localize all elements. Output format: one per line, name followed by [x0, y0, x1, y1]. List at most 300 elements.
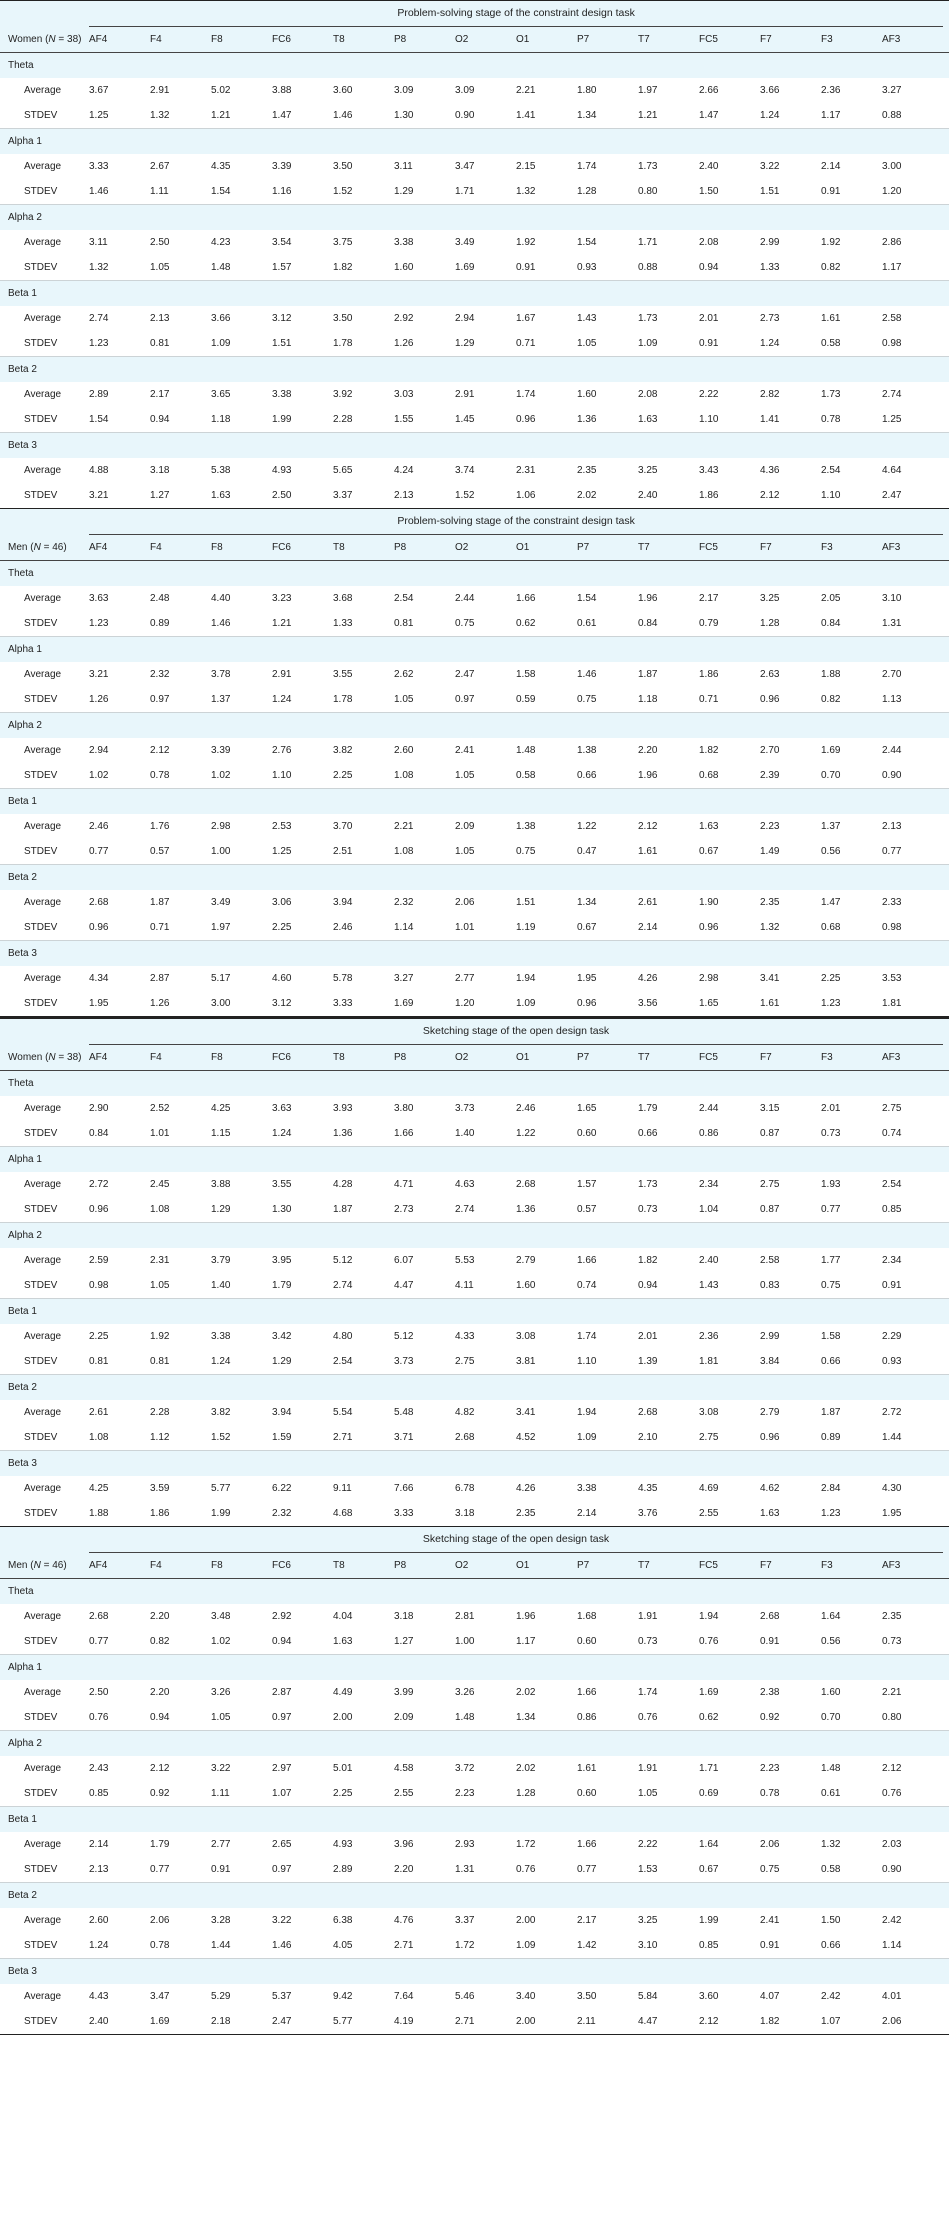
- average-value: 2.15: [516, 161, 536, 172]
- column-header: FC6: [272, 535, 333, 561]
- stdev-value: 0.56: [821, 839, 882, 865]
- average-value: 1.71: [699, 1763, 719, 1774]
- average-label: Average: [24, 669, 62, 680]
- average-value: 1.94: [516, 973, 536, 984]
- average-value: 3.09: [394, 85, 414, 96]
- average-row: [0, 586, 949, 611]
- stdev-value: 2.25: [333, 763, 394, 789]
- band-label: Alpha 2: [0, 1731, 949, 1757]
- average-value: 3.67: [89, 85, 109, 96]
- stdev-value: 0.96: [89, 1197, 150, 1223]
- average-value: 2.74: [89, 313, 109, 324]
- stdev-value: 1.01: [455, 915, 516, 941]
- average-value: 3.06: [272, 897, 292, 908]
- band-header-row: [0, 1451, 949, 1477]
- average-value: 1.61: [577, 1763, 597, 1774]
- stdev-value: 1.34: [516, 1705, 577, 1731]
- average-value: 2.47: [455, 669, 475, 680]
- average-label: Average: [24, 593, 62, 604]
- average-value: 6.38: [333, 1915, 353, 1926]
- average-row: [0, 230, 949, 255]
- average-value: 1.68: [577, 1611, 597, 1622]
- stdev-value: 0.96: [760, 687, 821, 713]
- average-value: 2.25: [89, 1331, 109, 1342]
- average-value: 2.35: [882, 1611, 902, 1622]
- average-value: 2.75: [882, 1103, 902, 1114]
- stdev-value: 0.71: [516, 331, 577, 357]
- stdev-value: 1.54: [89, 407, 150, 433]
- band-label: Beta 2: [0, 865, 949, 891]
- average-value: 4.26: [638, 973, 658, 984]
- stdev-value: 1.57: [272, 255, 333, 281]
- stdev-value: 0.94: [638, 1273, 699, 1299]
- stdev-value: 1.25: [882, 407, 943, 433]
- stdev-value: 0.89: [821, 1425, 882, 1451]
- average-value: 1.66: [577, 1687, 597, 1698]
- average-value: 1.94: [699, 1611, 719, 1622]
- average-value: 2.28: [150, 1407, 170, 1418]
- average-value: 3.47: [455, 161, 475, 172]
- stdev-value: 0.97: [150, 687, 211, 713]
- stdev-value: 1.81: [882, 991, 943, 1017]
- average-value: 1.74: [516, 389, 536, 400]
- average-value: 2.98: [211, 821, 231, 832]
- stdev-label: STDEV: [0, 1781, 89, 1807]
- stdev-value: 0.59: [516, 687, 577, 713]
- average-value: 3.60: [699, 1991, 719, 2002]
- average-value: 9.11: [333, 1483, 352, 1494]
- stdev-label: STDEV: [0, 1501, 89, 1527]
- average-value: 3.09: [455, 85, 475, 96]
- stdev-value: 3.33: [333, 991, 394, 1017]
- average-value: 2.94: [455, 313, 475, 324]
- group-n-prefix: (: [45, 1051, 49, 1063]
- average-row: [0, 662, 949, 687]
- column-header: FC5: [699, 1553, 760, 1579]
- stdev-value: 1.06: [516, 483, 577, 509]
- average-value: 2.45: [150, 1179, 170, 1190]
- stdev-value: 0.97: [455, 687, 516, 713]
- average-value: 5.46: [455, 1991, 475, 2002]
- stdev-value: 0.57: [150, 839, 211, 865]
- average-value: 2.36: [699, 1331, 719, 1342]
- average-value: 1.73: [638, 1179, 658, 1190]
- stdev-value: 2.12: [760, 483, 821, 509]
- table-section-4: [0, 1527, 949, 2035]
- average-row: [0, 1400, 949, 1425]
- average-value: 2.22: [699, 389, 719, 400]
- stdev-value: 0.96: [699, 915, 760, 941]
- average-value: 2.41: [760, 1915, 780, 1926]
- stdev-value: 0.58: [516, 763, 577, 789]
- average-value: 3.80: [394, 1103, 414, 1114]
- column-header-row: [0, 1045, 949, 1071]
- average-value: 3.41: [760, 973, 780, 984]
- stdev-value: 0.71: [699, 687, 760, 713]
- average-row: [0, 738, 949, 763]
- stdev-value: 1.08: [89, 1425, 150, 1451]
- average-value: 1.94: [577, 1407, 597, 1418]
- stdev-value: 1.05: [455, 839, 516, 865]
- table-section-1: [0, 0, 949, 509]
- average-value: 1.74: [638, 1687, 658, 1698]
- band-label: Beta 1: [0, 1807, 949, 1833]
- stdev-value: 0.94: [272, 1629, 333, 1655]
- stdev-row: [0, 407, 949, 433]
- average-value: 3.94: [272, 1407, 292, 1418]
- stdev-value: 0.70: [821, 763, 882, 789]
- average-value: 1.87: [638, 669, 658, 680]
- stdev-value: 1.46: [333, 103, 394, 129]
- band-label: Beta 1: [0, 789, 949, 815]
- average-value: 3.38: [272, 389, 292, 400]
- average-value: 2.46: [89, 821, 109, 832]
- stdev-value: 1.09: [211, 331, 272, 357]
- column-header: O1: [516, 1045, 577, 1071]
- average-value: 2.17: [150, 389, 170, 400]
- stdev-value: 1.99: [211, 1501, 272, 1527]
- average-value: 2.99: [760, 237, 780, 248]
- average-value: 2.87: [272, 1687, 292, 1698]
- column-header: P7: [577, 1553, 638, 1579]
- stdev-label: STDEV: [0, 179, 89, 205]
- average-value: 2.91: [272, 669, 292, 680]
- average-value: 2.02: [516, 1763, 536, 1774]
- average-value: 3.03: [394, 389, 414, 400]
- stdev-value: 4.47: [638, 2009, 699, 2035]
- average-value: 4.62: [760, 1483, 780, 1494]
- stdev-value: 1.21: [638, 103, 699, 129]
- stdev-value: 0.58: [821, 331, 882, 357]
- average-value: 1.77: [821, 1255, 841, 1266]
- stdev-value: 0.98: [882, 331, 943, 357]
- stdev-value: 4.05: [333, 1933, 394, 1959]
- stdev-value: 1.10: [272, 763, 333, 789]
- column-header: P8: [394, 1045, 455, 1071]
- band-label: Beta 3: [0, 941, 949, 967]
- average-value: 2.50: [150, 237, 170, 248]
- average-value: 3.25: [760, 593, 780, 604]
- stdev-label: STDEV: [0, 103, 89, 129]
- average-value: 2.08: [638, 389, 658, 400]
- average-value: 2.35: [577, 465, 597, 476]
- stdev-value: 0.91: [760, 1629, 821, 1655]
- average-value: 1.32: [821, 1839, 841, 1850]
- stdev-value: 1.25: [272, 839, 333, 865]
- average-value: 2.93: [455, 1839, 475, 1850]
- stdev-value: 2.00: [516, 2009, 577, 2035]
- stdev-label: STDEV: [0, 839, 89, 865]
- average-value: 2.08: [699, 237, 719, 248]
- average-label: Average: [24, 1763, 62, 1774]
- stdev-value: 1.23: [821, 1501, 882, 1527]
- column-header-row: [0, 535, 949, 561]
- average-value: 2.61: [89, 1407, 109, 1418]
- stdev-row: [0, 763, 949, 789]
- average-value: 1.67: [516, 313, 536, 324]
- column-header: F3: [821, 1045, 882, 1071]
- stdev-value: 1.78: [333, 687, 394, 713]
- average-value: 1.95: [577, 973, 597, 984]
- stdev-value: 0.86: [577, 1705, 638, 1731]
- stdev-value: 1.87: [333, 1197, 394, 1223]
- average-label: Average: [24, 1483, 62, 1494]
- average-value: 1.87: [150, 897, 170, 908]
- average-value: 3.22: [272, 1915, 292, 1926]
- average-value: 2.20: [150, 1611, 170, 1622]
- stdev-row: [0, 991, 949, 1017]
- stdev-value: 1.66: [394, 1121, 455, 1147]
- average-value: 1.86: [699, 669, 719, 680]
- average-value: 3.78: [211, 669, 231, 680]
- column-header: F4: [150, 1045, 211, 1071]
- stdev-value: 1.71: [455, 179, 516, 205]
- average-value: 3.70: [333, 821, 353, 832]
- average-value: 2.34: [699, 1179, 719, 1190]
- average-value: 3.18: [150, 465, 170, 476]
- column-header: O1: [516, 1553, 577, 1579]
- average-label: Average: [24, 389, 62, 400]
- group-n-prefix: (: [30, 541, 34, 553]
- average-value: 2.99: [760, 1331, 780, 1342]
- stdev-value: 4.11: [455, 1273, 516, 1299]
- average-value: 3.88: [211, 1179, 231, 1190]
- stdev-value: 0.62: [699, 1705, 760, 1731]
- stdev-value: 0.73: [638, 1629, 699, 1655]
- average-value: 2.98: [699, 973, 719, 984]
- average-label: Average: [24, 313, 62, 324]
- average-value: 5.84: [638, 1991, 658, 2002]
- stdev-value: 2.13: [394, 483, 455, 509]
- stdev-value: 1.05: [150, 255, 211, 281]
- average-value: 2.68: [89, 897, 109, 908]
- average-value: 1.54: [577, 593, 597, 604]
- stdev-value: 1.32: [516, 179, 577, 205]
- column-header: F8: [211, 27, 272, 53]
- average-value: 3.66: [211, 313, 231, 324]
- average-label: Average: [24, 973, 62, 984]
- average-label: Average: [24, 821, 62, 832]
- average-value: 1.34: [577, 897, 597, 908]
- group-name: Men: [8, 1559, 28, 1571]
- average-value: 1.71: [638, 237, 658, 248]
- stdev-value: 2.10: [638, 1425, 699, 1451]
- stdev-value: 4.52: [516, 1425, 577, 1451]
- stdev-row: [0, 1501, 949, 1527]
- column-header: AF3: [882, 535, 943, 561]
- band-header-row: [0, 865, 949, 891]
- stdev-row: [0, 483, 949, 509]
- stdev-value: 1.31: [882, 611, 943, 637]
- stdev-value: 2.51: [333, 839, 394, 865]
- stdev-value: 2.39: [760, 763, 821, 789]
- average-value: 2.77: [455, 973, 475, 984]
- stdev-value: 1.28: [516, 1781, 577, 1807]
- stdev-value: 4.47: [394, 1273, 455, 1299]
- band-header-row: [0, 561, 949, 587]
- average-value: 2.32: [394, 897, 414, 908]
- column-header: T7: [638, 535, 699, 561]
- stdev-value: 2.09: [394, 1705, 455, 1731]
- stdev-value: 1.60: [394, 255, 455, 281]
- average-label: Average: [24, 1839, 62, 1850]
- stdev-value: 0.77: [89, 1629, 150, 1655]
- average-value: 2.21: [394, 821, 414, 832]
- average-value: 3.08: [699, 1407, 719, 1418]
- stdev-value: 0.76: [89, 1705, 150, 1731]
- band-header-row: [0, 637, 949, 663]
- average-value: 2.14: [821, 161, 841, 172]
- stdev-value: 1.28: [760, 611, 821, 637]
- stdev-value: 2.14: [638, 915, 699, 941]
- table-section-3: [0, 1017, 949, 1527]
- average-value: 4.82: [455, 1407, 475, 1418]
- average-row: [0, 1984, 949, 2009]
- band-header-row: [0, 1807, 949, 1833]
- stdev-row: [0, 179, 949, 205]
- column-header: AF4: [89, 1045, 150, 1071]
- stdev-value: 1.17: [516, 1629, 577, 1655]
- average-value: 2.20: [150, 1687, 170, 1698]
- stdev-label: STDEV: [0, 1629, 89, 1655]
- stdev-value: 1.40: [211, 1273, 272, 1299]
- column-header: O2: [455, 27, 516, 53]
- average-value: 3.75: [333, 237, 353, 248]
- column-header: AF3: [882, 1553, 943, 1579]
- average-value: 2.79: [516, 1255, 536, 1266]
- average-value: 4.64: [882, 465, 902, 476]
- average-value: 2.72: [89, 1179, 109, 1190]
- stdev-value: 4.19: [394, 2009, 455, 2035]
- average-value: 2.97: [272, 1763, 292, 1774]
- stdev-value: 0.78: [150, 763, 211, 789]
- average-value: 1.37: [821, 821, 841, 832]
- stage-title: Sketching stage of the open design task: [89, 1018, 943, 1045]
- stdev-value: 1.23: [89, 331, 150, 357]
- band-header-row: [0, 941, 949, 967]
- stdev-value: 1.25: [89, 103, 150, 129]
- average-value: 2.06: [455, 897, 475, 908]
- band-label: Beta 2: [0, 357, 949, 383]
- stdev-value: 0.68: [699, 763, 760, 789]
- column-header: T7: [638, 27, 699, 53]
- band-label: Beta 3: [0, 433, 949, 459]
- stdev-value: 1.78: [333, 331, 394, 357]
- average-value: 2.68: [638, 1407, 658, 1418]
- stdev-value: 3.56: [638, 991, 699, 1017]
- stdev-value: 1.13: [882, 687, 943, 713]
- stdev-value: 1.40: [455, 1121, 516, 1147]
- stage-header-row: [0, 1018, 949, 1045]
- average-value: 1.48: [516, 745, 536, 756]
- stdev-value: 1.01: [150, 1121, 211, 1147]
- average-value: 2.40: [699, 161, 719, 172]
- stdev-value: 2.55: [394, 1781, 455, 1807]
- stdev-value: 3.73: [394, 1349, 455, 1375]
- average-value: 3.99: [394, 1687, 414, 1698]
- stdev-value: 2.71: [394, 1933, 455, 1959]
- stdev-value: 0.75: [821, 1273, 882, 1299]
- stdev-value: 1.63: [760, 1501, 821, 1527]
- stdev-value: 1.45: [455, 407, 516, 433]
- average-value: 2.48: [150, 593, 170, 604]
- average-value: 2.01: [821, 1103, 841, 1114]
- stdev-value: 0.92: [760, 1705, 821, 1731]
- average-value: 3.38: [577, 1483, 597, 1494]
- average-value: 1.90: [699, 897, 719, 908]
- stdev-label: STDEV: [0, 331, 89, 357]
- column-header: P8: [394, 27, 455, 53]
- average-value: 1.69: [821, 745, 841, 756]
- average-value: 2.25: [821, 973, 841, 984]
- average-value: 3.79: [211, 1255, 231, 1266]
- average-value: 4.04: [333, 1611, 353, 1622]
- average-value: 3.26: [455, 1687, 475, 1698]
- stdev-label: STDEV: [0, 611, 89, 637]
- stdev-value: 0.73: [882, 1629, 943, 1655]
- average-value: 1.96: [638, 593, 658, 604]
- stdev-row: [0, 1121, 949, 1147]
- stdev-value: 1.65: [699, 991, 760, 1017]
- stdev-value: 1.97: [211, 915, 272, 941]
- stdev-value: 1.47: [699, 103, 760, 129]
- stdev-value: 1.21: [272, 611, 333, 637]
- average-value: 2.36: [821, 85, 841, 96]
- average-value: 5.53: [455, 1255, 475, 1266]
- group-n-suffix: = 38): [55, 33, 82, 45]
- average-value: 1.38: [516, 821, 536, 832]
- average-value: 3.50: [333, 161, 353, 172]
- stdev-value: 0.88: [882, 103, 943, 129]
- average-value: 2.87: [150, 973, 170, 984]
- stdev-value: 1.07: [821, 2009, 882, 2035]
- average-value: 1.69: [699, 1687, 719, 1698]
- average-value: 2.59: [89, 1255, 109, 1266]
- stdev-value: 1.26: [89, 687, 150, 713]
- stdev-label: STDEV: [0, 1425, 89, 1451]
- column-header: F8: [211, 535, 272, 561]
- average-value: 5.01: [333, 1763, 353, 1774]
- average-value: 9.42: [333, 1991, 353, 2002]
- average-value: 5.29: [211, 1991, 231, 2002]
- stdev-value: 1.17: [882, 255, 943, 281]
- stdev-value: 1.08: [394, 839, 455, 865]
- average-value: 7.64: [394, 1991, 414, 2002]
- average-value: 4.93: [333, 1839, 353, 1850]
- average-value: 3.74: [455, 465, 475, 476]
- average-value: 3.43: [699, 465, 719, 476]
- stdev-value: 0.81: [394, 611, 455, 637]
- average-value: 2.23: [760, 1763, 780, 1774]
- average-value: 4.07: [760, 1991, 780, 2002]
- stdev-value: 1.51: [760, 179, 821, 205]
- column-header: O2: [455, 1553, 516, 1579]
- stdev-value: 1.86: [699, 483, 760, 509]
- band-header-row: [0, 1223, 949, 1249]
- stdev-value: 1.09: [638, 331, 699, 357]
- stdev-value: 1.28: [577, 179, 638, 205]
- average-value: 4.01: [882, 1991, 902, 2002]
- stdev-row: [0, 1273, 949, 1299]
- average-label: Average: [24, 1331, 62, 1342]
- stdev-value: 1.50: [699, 179, 760, 205]
- average-value: 2.00: [516, 1915, 536, 1926]
- stdev-value: 1.05: [394, 687, 455, 713]
- stdev-value: 2.73: [394, 1197, 455, 1223]
- stdev-value: 0.60: [577, 1781, 638, 1807]
- stdev-value: 0.94: [150, 1705, 211, 1731]
- average-value: 2.31: [516, 465, 536, 476]
